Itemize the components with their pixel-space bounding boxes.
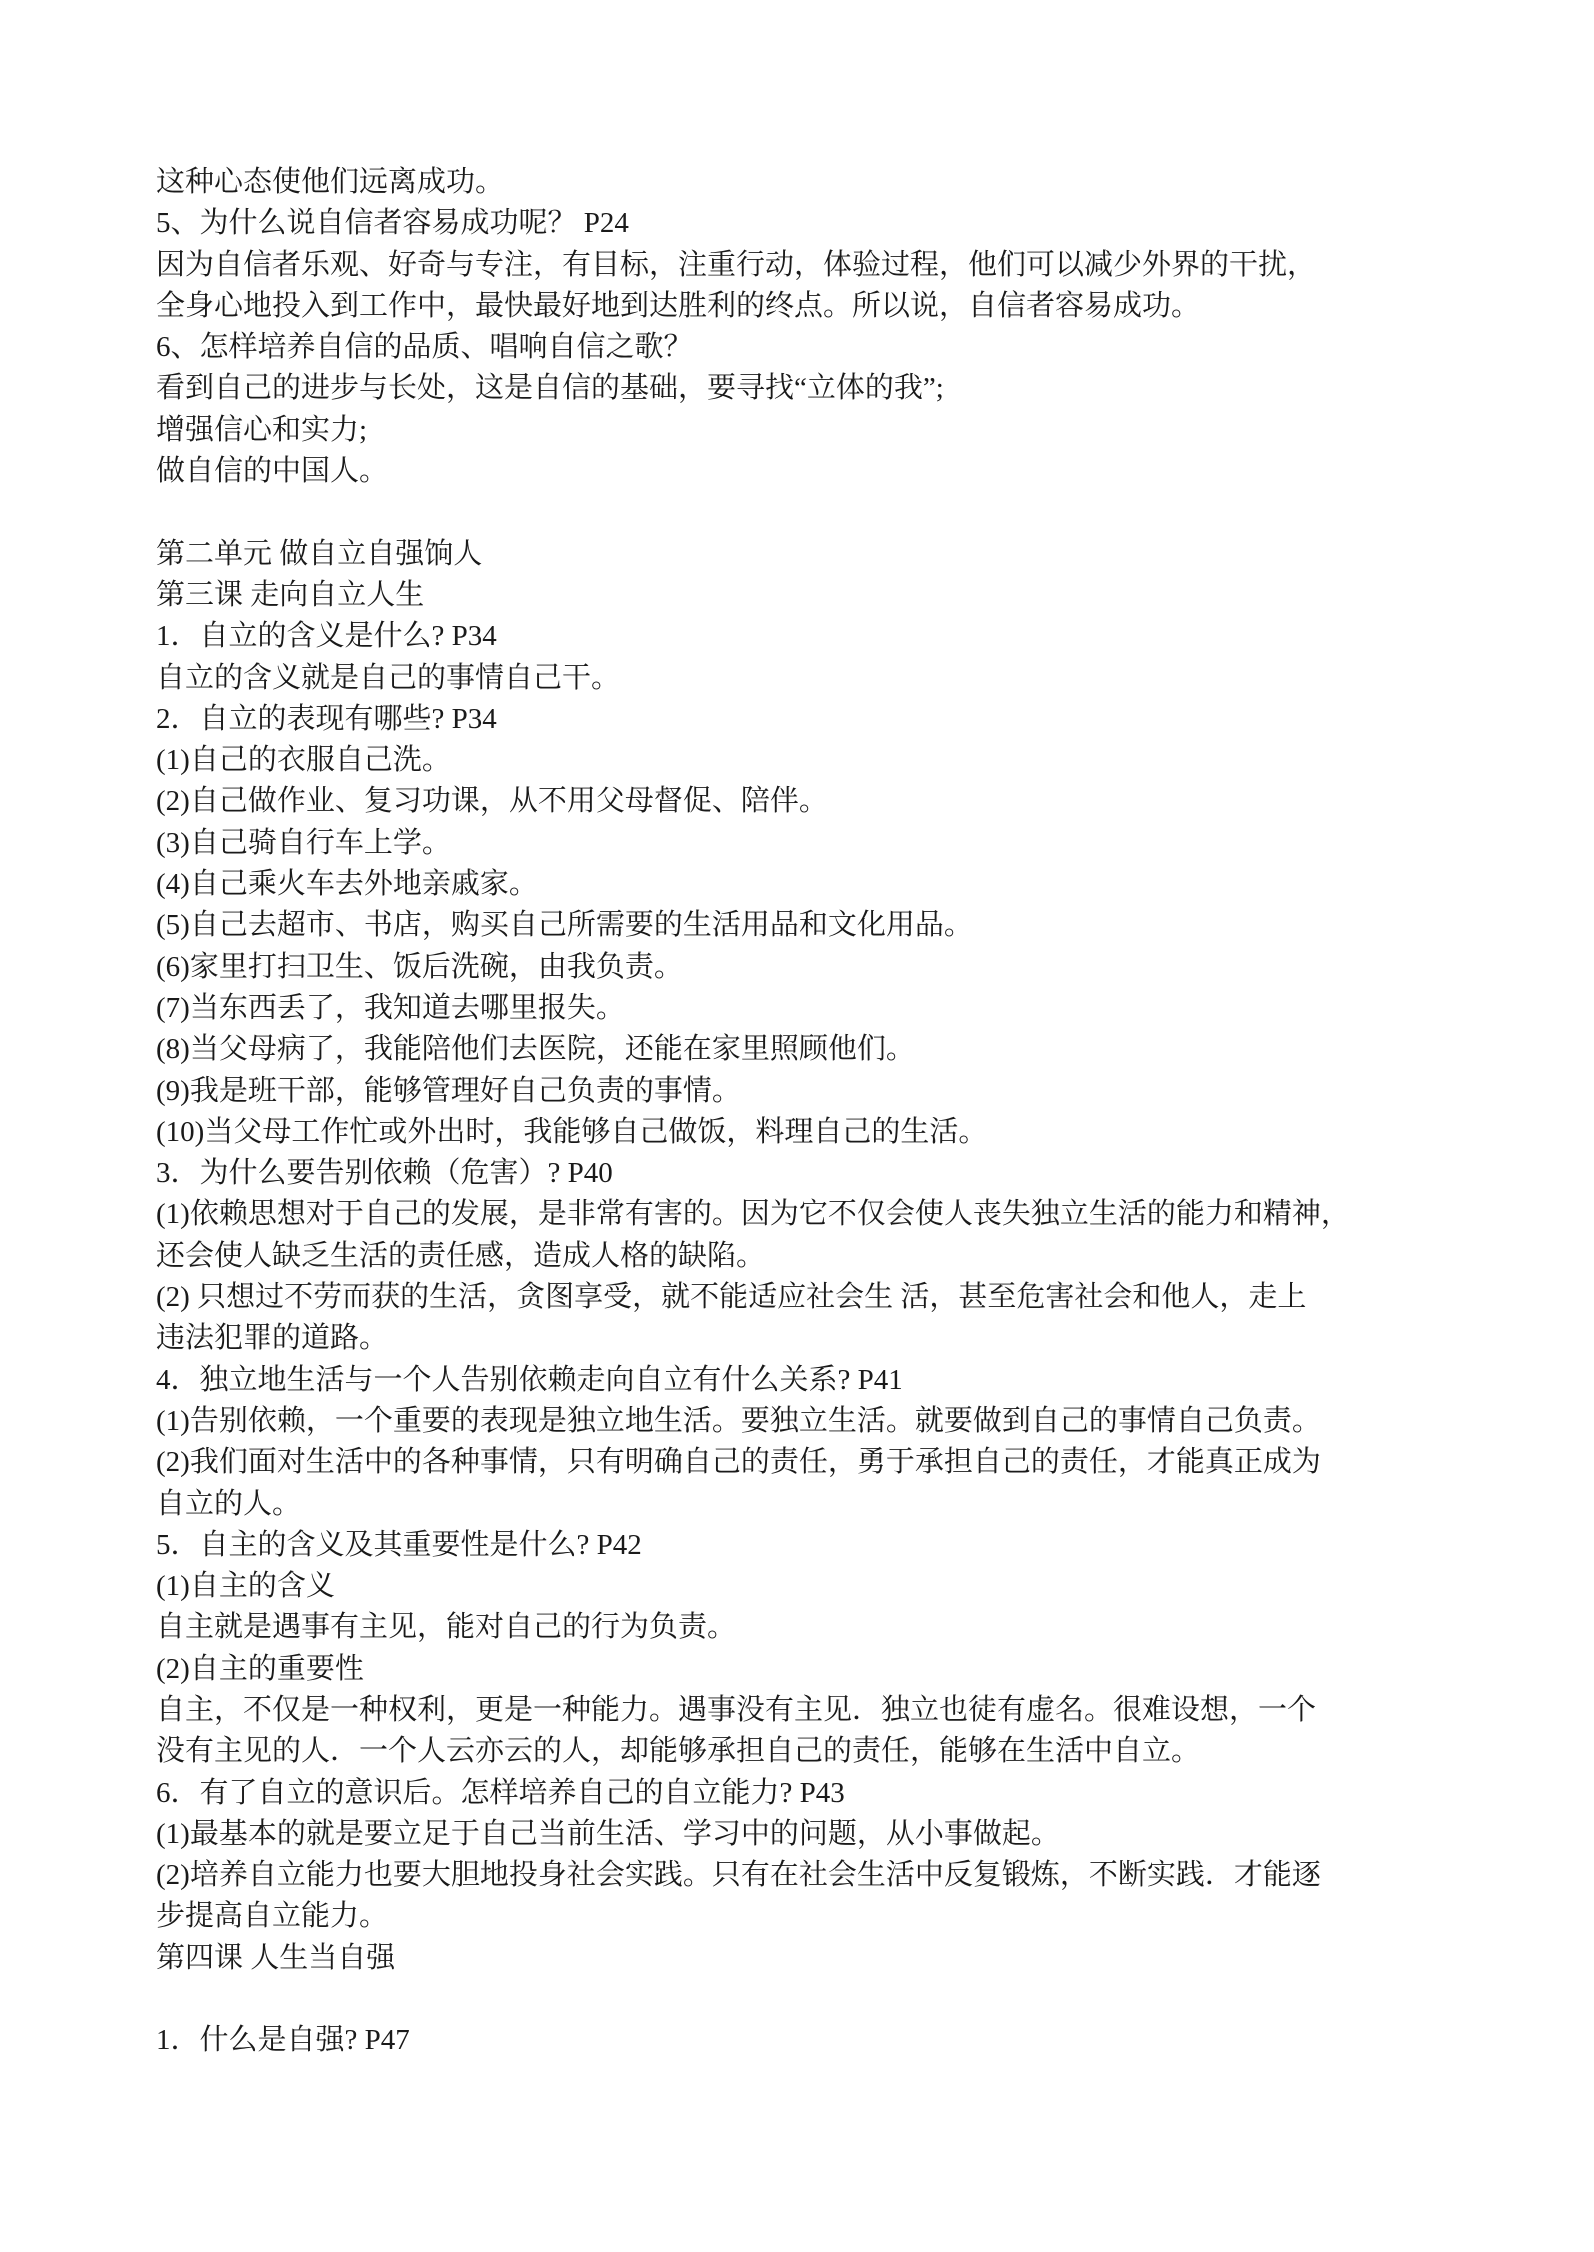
doc-line: 违法犯罪的道路。 bbox=[156, 1322, 389, 1355]
question-line: 4．独立地生活与一个人告别依赖走向自立有什么关系? P41 bbox=[156, 1363, 903, 1396]
doc-line: 自立的含义就是自己的事情自己干。 bbox=[156, 661, 621, 694]
lesson-title: 第四课 人生当自强 bbox=[156, 1941, 396, 1974]
list-item: (9)我是班干部，能够管理好自己负责的事情。 bbox=[156, 1074, 741, 1107]
doc-line: 因为自信者乐观、好奇与专注，有目标，注重行动，体验过程，他们可以减少外界的干扰， bbox=[156, 248, 1317, 281]
unit-title: 第二单元 做自立自强饷人 bbox=[156, 537, 483, 570]
doc-line: 自主就是遇事有主见，能对自己的行为负责。 bbox=[156, 1611, 737, 1644]
question-line: 2．自立的表现有哪些? P34 bbox=[156, 702, 497, 735]
doc-line: 自主，不仅是一种权利，更是一种能力。遇事没有主见．独立也徒有虚名。很难设想，一个 bbox=[156, 1693, 1317, 1726]
list-item: (10)当父母工作忙或外出时，我能够自己做饭，料理自己的生活。 bbox=[156, 1115, 988, 1148]
question-line: 5．自主的含义及其重要性是什么? P42 bbox=[156, 1528, 642, 1561]
doc-line: 全身心地投入到工作中，最快最好地到达胜利的终点。所以说，自信者容易成功。 bbox=[156, 289, 1201, 322]
list-item: (8)当父母病了，我能陪他们去医院，还能在家里照顾他们。 bbox=[156, 1033, 915, 1066]
doc-line: 自立的人。 bbox=[156, 1487, 302, 1520]
list-item: (1)自己的衣服自己洗。 bbox=[156, 744, 451, 777]
list-item: (2)自主的重要性 bbox=[156, 1652, 364, 1685]
list-item: (1)最基本的就是要立足于自己当前生活、学习中的问题，从小事做起。 bbox=[156, 1817, 1060, 1850]
doc-line: 做自信的中国人。 bbox=[156, 455, 389, 488]
lesson-title: 第三课 走向自立人生 bbox=[156, 578, 425, 611]
question-line: 6、怎样培养自信的品质、唱响自信之歌？ bbox=[156, 331, 693, 364]
list-item: (2) 只想过不劳而获的生活，贪图享受，就不能适应社会生 活，甚至危害社会和他人，走上 bbox=[156, 1281, 1307, 1314]
question-line: 6．有了自立的意识后。怎样培养自己的自立能力? P43 bbox=[156, 1776, 845, 1809]
list-item: (1)自主的含义 bbox=[156, 1570, 335, 1603]
doc-line: 这种心态使他们远离成功。 bbox=[156, 166, 505, 198]
list-item: (5)自己去超市、书店，购买自己所需要的生活用品和文化用品。 bbox=[156, 909, 973, 942]
doc-line: 还会使人缺乏生活的责任感，造成人格的缺陷。 bbox=[156, 1239, 766, 1272]
doc-line: 增强信心和实力; bbox=[156, 413, 368, 446]
doc-line: 看到自己的进步与长处，这是自信的基础，要寻找“立体的我”; bbox=[156, 372, 944, 405]
doc-line: 步提高自立能力。 bbox=[156, 1900, 389, 1933]
question-line: 1．什么是自强? P47 bbox=[156, 2024, 410, 2057]
list-item: (2)我们面对生活中的各种事情，只有明确自己的责任，勇于承担自己的责任，才能真正成为 bbox=[156, 1446, 1321, 1479]
blank-line bbox=[156, 492, 1556, 533]
document-body bbox=[156, 162, 1556, 2062]
list-item: (4)自己乘火车去外地亲戚家。 bbox=[156, 868, 538, 901]
question-line: 1．自立的含义是什么? P34 bbox=[156, 620, 497, 653]
list-item: (3)自己骑自行车上学。 bbox=[156, 826, 451, 859]
question-line: 5、为什么说自信者容易成功呢？ P24 bbox=[156, 207, 629, 240]
list-item: (1)依赖思想对于自己的发展，是非常有害的。因为它不仅会使人丧失独立生活的能力和精神， bbox=[156, 1198, 1350, 1231]
blank-line bbox=[156, 1979, 1556, 2020]
list-item: (6)家里打扫卫生、饭后洗碗，由我负责。 bbox=[156, 950, 683, 983]
list-item: (2)自己做作业、复习功课，从不用父母督促、陪伴。 bbox=[156, 785, 828, 818]
list-item: (2)培养自立能力也要大胆地投身社会实践。只有在社会生活中反复锻炼，不断实践．才能逐 bbox=[156, 1859, 1321, 1892]
question-line: 3．为什么要告别依赖（危害）? P40 bbox=[156, 1157, 613, 1190]
list-item: (7)当东西丢了，我知道去哪里报失。 bbox=[156, 991, 625, 1024]
doc-line: 没有主见的人．一个人云亦云的人，却能够承担自己的责任，能够在生活中自立。 bbox=[156, 1735, 1201, 1768]
list-item: (1)告别依赖，一个重要的表现是独立地生活。要独立生活。就要做到自己的事情自己负责。 bbox=[156, 1404, 1321, 1437]
